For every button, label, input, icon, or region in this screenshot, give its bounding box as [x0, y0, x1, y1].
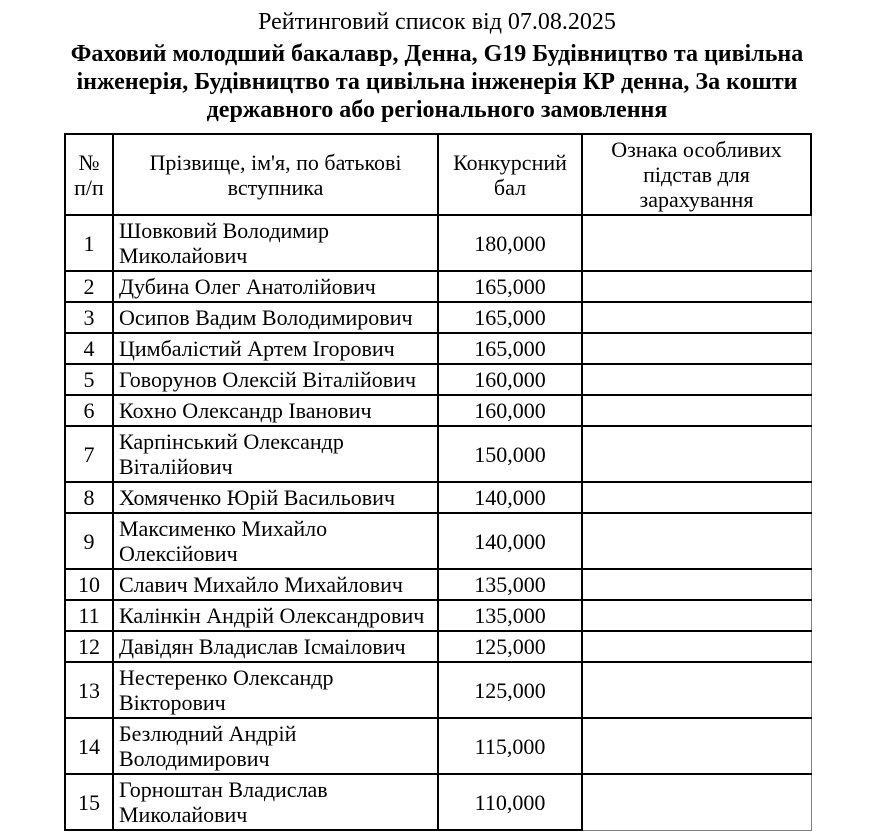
cell-competitive-score: 165,000: [438, 302, 582, 333]
cell-applicant-name: Давідян Владислав Ісмаілович: [113, 631, 438, 662]
header-cell-applicant-name: Прізвище, ім'я, по батькові вступника: [113, 134, 438, 215]
cell-special-grounds: [582, 513, 811, 569]
cell-special-grounds: [582, 395, 811, 426]
cell-special-grounds: [582, 333, 811, 364]
cell-special-grounds: [582, 271, 811, 302]
cell-rank-number: 12: [65, 631, 113, 662]
document-subtitle: Фаховий молодший бакалавр, Денна, G19 Будівництво та цивільна інженерія, Будівництво та цивільна інженерія КР денна, За кошти державного або регіонального замовлення: [70, 41, 804, 123]
document-title: Рейтинговий список від 07.08.2025: [258, 9, 616, 35]
cell-special-grounds: [582, 631, 811, 662]
cell-rank-number: 7: [65, 426, 113, 482]
cell-rank-number: 15: [65, 774, 113, 830]
cell-rank-number: 13: [65, 662, 113, 718]
table-row: [65, 600, 811, 631]
cell-special-grounds: [582, 662, 811, 718]
cell-competitive-score: 160,000: [438, 364, 582, 395]
cell-applicant-name: Карпінський Олександр Віталійович: [113, 426, 438, 482]
table-row: [65, 569, 811, 600]
header-cell-number: № п/п: [65, 134, 113, 215]
table-row: [65, 662, 811, 718]
cell-special-grounds: [582, 364, 811, 395]
table-row: [65, 333, 811, 364]
cell-competitive-score: 140,000: [438, 482, 582, 513]
cell-applicant-name: Максименко Михайло Олексійович: [113, 513, 438, 569]
cell-applicant-name: Цимбалістий Артем Ігорович: [113, 333, 438, 364]
cell-special-grounds: [582, 302, 811, 333]
cell-rank-number: 11: [65, 600, 113, 631]
table-row: [65, 482, 811, 513]
cell-special-grounds: [582, 600, 811, 631]
table-row: [65, 426, 811, 482]
cell-competitive-score: 110,000: [438, 774, 582, 830]
rating-table: [64, 133, 812, 831]
cell-applicant-name: Безлюдний Андрій Володимирович: [113, 718, 438, 774]
table-header: [65, 134, 811, 215]
cell-special-grounds: [582, 482, 811, 513]
cell-applicant-name: Шовковий Володимир Миколайович: [113, 215, 438, 271]
cell-rank-number: 3: [65, 302, 113, 333]
table-row: [65, 718, 811, 774]
cell-rank-number: 10: [65, 569, 113, 600]
table-header-row: [65, 134, 811, 215]
cell-special-grounds: [582, 426, 811, 482]
table-row: [65, 631, 811, 662]
cell-rank-number: 14: [65, 718, 113, 774]
cell-rank-number: 2: [65, 271, 113, 302]
table-row: [65, 774, 811, 830]
cell-rank-number: 6: [65, 395, 113, 426]
cell-competitive-score: 150,000: [438, 426, 582, 482]
cell-special-grounds: [582, 774, 811, 830]
cell-rank-number: 8: [65, 482, 113, 513]
cell-rank-number: 9: [65, 513, 113, 569]
header-cell-competitive-score: Конкурсний бал: [438, 134, 582, 215]
cell-competitive-score: 165,000: [438, 271, 582, 302]
cell-applicant-name: Кохно Олександр Іванович: [113, 395, 438, 426]
cell-competitive-score: 140,000: [438, 513, 582, 569]
cell-applicant-name: Калінкін Андрій Олександрович: [113, 600, 438, 631]
cell-competitive-score: 160,000: [438, 395, 582, 426]
table-row: [65, 513, 811, 569]
table-row: [65, 364, 811, 395]
cell-special-grounds: [582, 569, 811, 600]
table-row: [65, 271, 811, 302]
cell-rank-number: 1: [65, 215, 113, 271]
cell-special-grounds: [582, 215, 811, 271]
cell-applicant-name: Славич Михайло Михайлович: [113, 569, 438, 600]
cell-applicant-name: Дубина Олег Анатолійович: [113, 271, 438, 302]
cell-competitive-score: 125,000: [438, 631, 582, 662]
cell-competitive-score: 180,000: [438, 215, 582, 271]
cell-special-grounds: [582, 718, 811, 774]
cell-rank-number: 4: [65, 333, 113, 364]
cell-applicant-name: Говорунов Олексій Віталійович: [113, 364, 438, 395]
table-row: [65, 302, 811, 333]
cell-competitive-score: 165,000: [438, 333, 582, 364]
cell-rank-number: 5: [65, 364, 113, 395]
cell-competitive-score: 115,000: [438, 718, 582, 774]
cell-competitive-score: 125,000: [438, 662, 582, 718]
table-row: [65, 215, 811, 271]
cell-competitive-score: 135,000: [438, 600, 582, 631]
cell-applicant-name: Горноштан Владислав Миколайович: [113, 774, 438, 830]
cell-applicant-name: Нестеренко Олександр Вікторович: [113, 662, 438, 718]
cell-applicant-name: Хомяченко Юрій Васильович: [113, 482, 438, 513]
cell-applicant-name: Осипов Вадим Володимирович: [113, 302, 438, 333]
header-cell-special-grounds: Ознака особливих підстав для зарахування: [582, 134, 811, 215]
table-body: [65, 215, 811, 830]
table-row: [65, 395, 811, 426]
cell-competitive-score: 135,000: [438, 569, 582, 600]
